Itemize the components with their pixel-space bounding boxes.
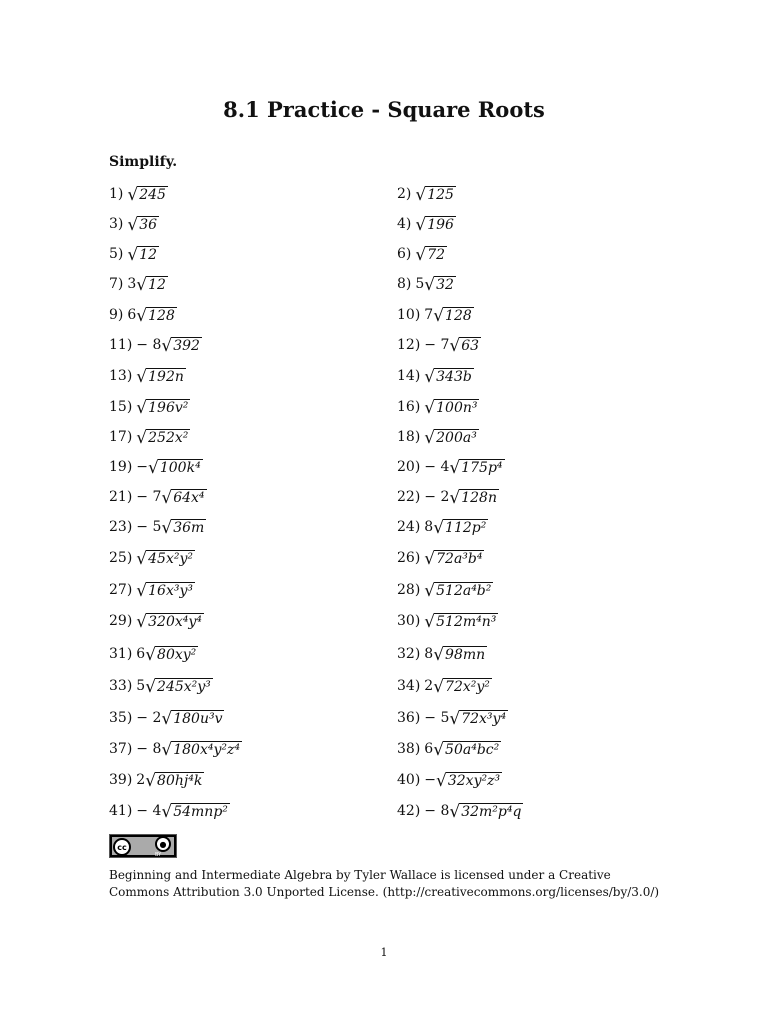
problem-coefficient: − 5 bbox=[136, 519, 162, 535]
problem-item bbox=[109, 612, 204, 630]
radicand: 100k⁴ bbox=[159, 460, 201, 476]
radical-sign-icon: √ bbox=[415, 185, 427, 205]
problem-coefficient: 2 bbox=[136, 772, 146, 788]
problem-item bbox=[109, 336, 202, 354]
radical-sign-icon: √ bbox=[424, 275, 436, 295]
problem-item bbox=[397, 802, 523, 820]
problem-item bbox=[109, 428, 190, 446]
square-root bbox=[136, 398, 190, 416]
radicand: 80xy² bbox=[157, 647, 197, 663]
problem-number: 17) bbox=[109, 429, 133, 445]
radicand: 72x²y² bbox=[445, 679, 490, 695]
problem-item bbox=[397, 709, 508, 727]
radicand: 36m bbox=[173, 520, 205, 536]
problem-number: 6) bbox=[397, 246, 412, 262]
radical-sign-icon: √ bbox=[136, 398, 148, 418]
radical-sign-icon: √ bbox=[136, 581, 148, 601]
problem-number: 28) bbox=[397, 582, 421, 598]
cc-icon: cc bbox=[113, 838, 131, 856]
square-root bbox=[127, 215, 159, 233]
radical-sign-icon: √ bbox=[161, 740, 173, 760]
problem-coefficient: 6 bbox=[136, 646, 146, 662]
radical-sign-icon: √ bbox=[136, 275, 148, 295]
radical-sign-icon: √ bbox=[433, 677, 445, 697]
radicand: 98mn bbox=[445, 647, 486, 663]
radical-sign-icon: √ bbox=[424, 398, 436, 418]
radical-sign-icon: √ bbox=[424, 581, 436, 601]
radical-sign-icon: √ bbox=[127, 185, 139, 205]
problem-coefficient: − 2 bbox=[136, 710, 162, 726]
problem-number: 42) bbox=[397, 803, 421, 819]
square-root bbox=[424, 612, 498, 630]
radical-sign-icon: √ bbox=[449, 336, 461, 356]
problem-item bbox=[397, 518, 488, 536]
radical-sign-icon: √ bbox=[136, 367, 148, 387]
square-root bbox=[161, 802, 230, 820]
problem-item bbox=[109, 771, 204, 789]
square-root bbox=[161, 709, 224, 727]
radical-sign-icon: √ bbox=[433, 306, 445, 326]
problem-item bbox=[109, 306, 177, 324]
problem-item bbox=[109, 645, 198, 663]
problem-coefficient: − 7 bbox=[424, 337, 450, 353]
square-root bbox=[424, 428, 479, 446]
radical-sign-icon: √ bbox=[145, 771, 157, 791]
radicand: 180x⁴y²z⁴ bbox=[173, 742, 240, 758]
problem-coefficient: − 7 bbox=[136, 489, 162, 505]
radicand: 72x³y⁴ bbox=[461, 711, 507, 727]
problem-number: 3) bbox=[109, 216, 124, 232]
radicand: 192n bbox=[148, 369, 184, 385]
square-root bbox=[449, 709, 508, 727]
radical-sign-icon: √ bbox=[136, 428, 148, 448]
radical-sign-icon: √ bbox=[145, 645, 157, 665]
problem-number: 21) bbox=[109, 489, 133, 505]
square-root bbox=[136, 306, 177, 324]
radicand: 50a⁴bc² bbox=[445, 742, 500, 758]
problem-item bbox=[397, 215, 456, 233]
radicand: 12 bbox=[139, 247, 158, 263]
problem-number: 30) bbox=[397, 613, 421, 629]
problem-number: 2) bbox=[397, 186, 412, 202]
problem-item bbox=[109, 185, 168, 203]
square-root bbox=[424, 581, 493, 599]
problem-number: 35) bbox=[109, 710, 133, 726]
square-root bbox=[424, 275, 456, 293]
by-label: BY bbox=[155, 852, 162, 858]
square-root bbox=[145, 677, 213, 695]
problem-item bbox=[397, 245, 447, 263]
square-root bbox=[449, 802, 523, 820]
problem-coefficient: 3 bbox=[127, 276, 137, 292]
problem-number: 1) bbox=[109, 186, 124, 202]
radicand: 128 bbox=[148, 308, 175, 324]
problem-number: 16) bbox=[397, 399, 421, 415]
radical-sign-icon: √ bbox=[145, 677, 157, 697]
problem-number: 20) bbox=[397, 459, 421, 475]
problem-number: 41) bbox=[109, 803, 133, 819]
radical-sign-icon: √ bbox=[449, 802, 461, 822]
problem-item bbox=[109, 458, 203, 476]
problem-number: 22) bbox=[397, 489, 421, 505]
radicand: 125 bbox=[427, 187, 454, 203]
problem-coefficient: 8 bbox=[424, 646, 434, 662]
radical-sign-icon: √ bbox=[424, 612, 436, 632]
square-root bbox=[449, 458, 504, 476]
radicand: 72 bbox=[427, 247, 446, 263]
square-root bbox=[449, 336, 481, 354]
problem-number: 34) bbox=[397, 678, 421, 694]
square-root bbox=[436, 771, 502, 789]
problem-item bbox=[397, 645, 487, 663]
square-root bbox=[145, 771, 204, 789]
attribution-person-icon: ● bbox=[155, 836, 171, 852]
square-root bbox=[433, 518, 488, 536]
radical-sign-icon: √ bbox=[161, 336, 173, 356]
problem-item bbox=[397, 677, 492, 695]
problem-coefficient: 2 bbox=[424, 678, 434, 694]
radicand: 32m²p⁴q bbox=[461, 804, 522, 820]
square-root bbox=[136, 581, 195, 599]
problem-number: 19) bbox=[109, 459, 133, 475]
radicand: 32 bbox=[436, 277, 454, 293]
problem-number: 4) bbox=[397, 216, 412, 232]
problem-item bbox=[109, 398, 190, 416]
problem-item bbox=[397, 488, 499, 506]
problem-item bbox=[397, 367, 474, 385]
radical-sign-icon: √ bbox=[449, 458, 461, 478]
page-number: 1 bbox=[380, 946, 388, 959]
problem-number: 23) bbox=[109, 519, 133, 535]
problem-number: 13) bbox=[109, 368, 133, 384]
square-root bbox=[424, 549, 484, 567]
radicand: 200a³ bbox=[436, 430, 477, 446]
instruction: Simplify. bbox=[109, 154, 178, 170]
radical-sign-icon: √ bbox=[415, 245, 427, 265]
radical-sign-icon: √ bbox=[127, 245, 139, 265]
square-root bbox=[433, 677, 492, 695]
radicand: 392 bbox=[173, 338, 200, 354]
problem-number: 8) bbox=[397, 276, 412, 292]
problem-coefficient: − bbox=[424, 772, 437, 788]
radicand: 512a⁴b² bbox=[436, 583, 492, 599]
problem-item bbox=[397, 612, 498, 630]
problem-coefficient: − 4 bbox=[136, 803, 162, 819]
square-root bbox=[449, 488, 499, 506]
radicand: 196v² bbox=[148, 400, 189, 416]
square-root bbox=[161, 336, 202, 354]
problem-number: 37) bbox=[109, 741, 133, 757]
radicand: 180u³v bbox=[173, 711, 223, 727]
square-root bbox=[433, 645, 487, 663]
problem-item bbox=[109, 275, 168, 293]
problem-item bbox=[109, 677, 213, 695]
problem-number: 9) bbox=[109, 307, 124, 323]
problem-item bbox=[397, 336, 481, 354]
square-root bbox=[136, 367, 186, 385]
problem-number: 36) bbox=[397, 710, 421, 726]
problem-number: 26) bbox=[397, 550, 421, 566]
problem-item bbox=[397, 771, 502, 789]
problem-item bbox=[109, 581, 195, 599]
problem-number: 14) bbox=[397, 368, 421, 384]
square-root bbox=[148, 458, 203, 476]
problem-item bbox=[397, 740, 501, 758]
problem-item bbox=[397, 398, 479, 416]
radical-sign-icon: √ bbox=[433, 740, 445, 760]
problem-item bbox=[109, 709, 224, 727]
radicand: 12 bbox=[148, 277, 166, 293]
square-root bbox=[161, 740, 242, 758]
radical-sign-icon: √ bbox=[136, 612, 148, 632]
radical-sign-icon: √ bbox=[449, 709, 461, 729]
problem-item bbox=[397, 306, 474, 324]
problem-coefficient: 6 bbox=[424, 741, 434, 757]
problem-item bbox=[397, 428, 479, 446]
problem-coefficient: 7 bbox=[424, 307, 434, 323]
problem-number: 40) bbox=[397, 772, 421, 788]
radical-sign-icon: √ bbox=[161, 709, 173, 729]
square-root bbox=[136, 549, 195, 567]
problem-item bbox=[109, 802, 230, 820]
problem-item bbox=[109, 367, 186, 385]
problem-number: 33) bbox=[109, 678, 133, 694]
radical-sign-icon: √ bbox=[433, 645, 445, 665]
radical-sign-icon: √ bbox=[136, 549, 148, 569]
radicand: 343b bbox=[436, 369, 472, 385]
radical-sign-icon: √ bbox=[161, 802, 173, 822]
problem-item bbox=[109, 215, 159, 233]
problem-item bbox=[109, 245, 159, 263]
problem-number: 32) bbox=[397, 646, 421, 662]
square-root bbox=[161, 488, 206, 506]
problem-coefficient: 6 bbox=[127, 307, 137, 323]
radicand: 252x² bbox=[148, 430, 189, 446]
square-root bbox=[127, 245, 159, 263]
radicand: 32xy²z³ bbox=[447, 773, 501, 789]
radicand: 112p² bbox=[445, 520, 487, 536]
problem-number: 27) bbox=[109, 582, 133, 598]
cc-by-badge bbox=[109, 834, 177, 858]
problem-number: 18) bbox=[397, 429, 421, 445]
problem-item bbox=[397, 581, 493, 599]
problem-item bbox=[397, 458, 505, 476]
problem-coefficient: − 5 bbox=[424, 710, 450, 726]
square-root bbox=[433, 740, 501, 758]
radicand: 100n³ bbox=[436, 400, 478, 416]
radicand: 196 bbox=[427, 217, 454, 233]
square-root bbox=[424, 398, 479, 416]
problem-coefficient: − 8 bbox=[136, 741, 162, 757]
square-root bbox=[136, 428, 190, 446]
radical-sign-icon: √ bbox=[127, 215, 139, 235]
radical-sign-icon: √ bbox=[449, 488, 461, 508]
problem-number: 25) bbox=[109, 550, 133, 566]
radicand: 245 bbox=[139, 187, 166, 203]
radicand: 245x²y³ bbox=[157, 679, 211, 695]
problem-number: 39) bbox=[109, 772, 133, 788]
problem-number: 10) bbox=[397, 307, 421, 323]
radical-sign-icon: √ bbox=[161, 518, 173, 538]
problem-coefficient: − 2 bbox=[424, 489, 450, 505]
radicand: 64x⁴ bbox=[173, 490, 205, 506]
radical-sign-icon: √ bbox=[415, 215, 427, 235]
radicand: 80hj⁴k bbox=[157, 773, 203, 789]
radicand: 54mnp² bbox=[173, 804, 228, 820]
radicand: 128n bbox=[461, 490, 497, 506]
problem-coefficient: 5 bbox=[415, 276, 425, 292]
radical-sign-icon: √ bbox=[136, 306, 148, 326]
radicand: 128 bbox=[445, 308, 472, 324]
radical-sign-icon: √ bbox=[433, 518, 445, 538]
problem-number: 38) bbox=[397, 741, 421, 757]
problem-item bbox=[109, 740, 242, 758]
square-root bbox=[415, 215, 456, 233]
radicand: 45x²y² bbox=[148, 551, 193, 567]
problem-number: 12) bbox=[397, 337, 421, 353]
problem-number: 5) bbox=[109, 246, 124, 262]
radicand: 36 bbox=[139, 217, 158, 233]
radicand: 175p⁴ bbox=[461, 460, 503, 476]
radicand: 72a³b⁴ bbox=[436, 551, 483, 567]
square-root bbox=[415, 185, 456, 203]
radical-sign-icon: √ bbox=[148, 458, 159, 478]
problem-coefficient: − 4 bbox=[424, 459, 450, 475]
problem-coefficient: 5 bbox=[136, 678, 146, 694]
license-text: Beginning and Intermediate Algebra by Tyler Wallace is licensed under a Creative Commons Attribution 3.0 Unported License. (http://creativecommons.org/licenses/by/3.0/) bbox=[109, 868, 660, 899]
problem-item bbox=[397, 275, 456, 293]
problem-number: 11) bbox=[109, 337, 133, 353]
problem-coefficient: − 8 bbox=[136, 337, 162, 353]
square-root bbox=[136, 612, 204, 630]
square-root bbox=[127, 185, 168, 203]
radical-sign-icon: √ bbox=[436, 771, 447, 791]
radical-sign-icon: √ bbox=[424, 367, 436, 387]
problem-number: 15) bbox=[109, 399, 133, 415]
problem-item bbox=[397, 185, 456, 203]
problem-item bbox=[109, 488, 207, 506]
problem-number: 24) bbox=[397, 519, 421, 535]
problem-item bbox=[109, 518, 206, 536]
problem-coefficient: − bbox=[136, 459, 149, 475]
problem-number: 29) bbox=[109, 613, 133, 629]
radicand: 512m⁴n³ bbox=[436, 614, 497, 630]
problem-item bbox=[397, 549, 484, 567]
problem-number: 7) bbox=[109, 276, 124, 292]
radicand: 320x⁴y⁴ bbox=[148, 614, 202, 630]
page-title: 8.1 Practice - Square Roots bbox=[223, 97, 545, 122]
square-root bbox=[145, 645, 198, 663]
square-root bbox=[161, 518, 206, 536]
radicand: 63 bbox=[461, 338, 480, 354]
problem-number: 31) bbox=[109, 646, 133, 662]
square-root bbox=[433, 306, 474, 324]
radical-sign-icon: √ bbox=[424, 428, 436, 448]
problem-coefficient: 8 bbox=[424, 519, 434, 535]
square-root bbox=[136, 275, 168, 293]
problem-coefficient: − 8 bbox=[424, 803, 450, 819]
radicand: 16x³y³ bbox=[148, 583, 193, 599]
square-root bbox=[424, 367, 474, 385]
problem-item bbox=[109, 549, 195, 567]
square-root bbox=[415, 245, 447, 263]
radical-sign-icon: √ bbox=[424, 549, 436, 569]
radical-sign-icon: √ bbox=[161, 488, 173, 508]
